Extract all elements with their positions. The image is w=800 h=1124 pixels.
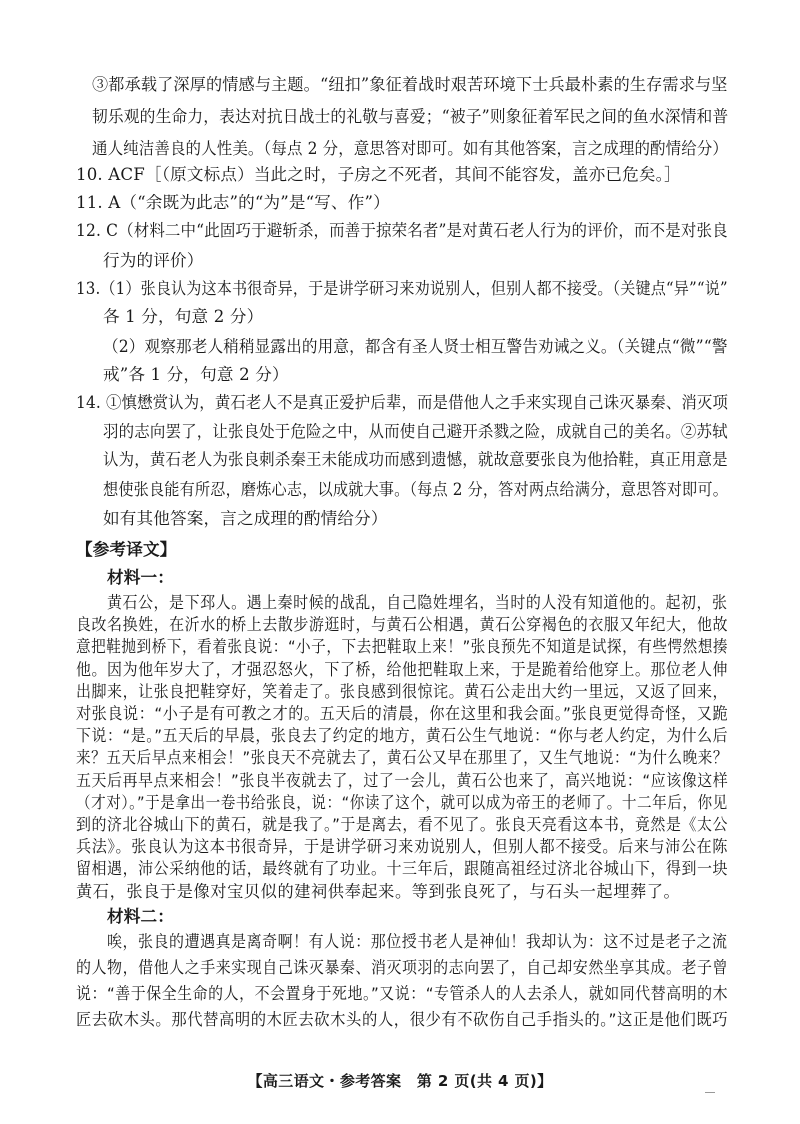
material1-line: 留相遇，沛公采纳他的话，最终就有了功业。十三年后，跟随高祖经过济北谷城山下，得到一块 xyxy=(76,859,729,879)
material2-line: 唉，张良的遭遇真是离奇啊！有人说：那位授书老人是神仙！我却认为：这不过是老子之流 xyxy=(107,931,728,951)
material1-line: （才对）。”于是拿出一卷书给张良，说：“你读了这个，就可以成为帝王的老师了。十二年后，你见 xyxy=(76,792,728,812)
answer-line: 如有其他答案，言之成理的酌情给分） xyxy=(103,509,388,528)
material1-line: 良改名换姓，在沂水的桥上去散步游逛时，与黄石公相遇，黄石公穿褐色的衣服又年纪大，他故 xyxy=(76,615,729,635)
material1-line: 到的济北谷城山下的黄石，就是我了。”于是离去，看不见了。张良天亮看这本书，竟然是《太公 xyxy=(76,815,728,834)
answer-line: 想使张良能有所忍，磨炼心志，以成就大事。（每点 2 分，答对两点给满分，意思答对即可。 xyxy=(103,480,729,499)
material1-line: 来？五天后早点来相会！”张良天不亮就去了，黄石公又早在那里了，又生气地说：“为什么晚来？ xyxy=(76,748,729,768)
translation-header: 【参考译文】 xyxy=(76,539,177,559)
material1-line: 对张良说：“小子是有可教之才的。五天后的清晨，你在这里和我会面。”张良更觉得奇怪，又跪 xyxy=(76,704,729,723)
material1-line: 黄石，张良于是像对宝贝似的建祠供奉起来。等到张良死了，与石头一起埋葬了。 xyxy=(76,881,681,901)
answer-line: 戒”各 1 分，句意 2 分） xyxy=(103,365,289,384)
material2-line: 的人物，借他人之手来实现自己诛灭暴秦、消灭项羽的志向罢了，自己却安然坐享其成。老子曾 xyxy=(76,957,729,977)
page-footer: 【高三语文・参考答案 第 2 页(共 4 页)】 xyxy=(247,1072,553,1090)
material1-title: 材料一： xyxy=(107,567,174,587)
answer-14: 14. ①慎懋赏认为，黄石老人不是真正爱护后辈，而是借他人之手来实现自己诛灭暴秦、消灭项 xyxy=(76,393,729,412)
answer-line: ③都承载了深厚的情感与主题。“纽扣”象征着战时艰苦环境下士兵最朴素的生存需求与坚 xyxy=(92,75,728,94)
answer-line: 韧乐观的生命力，表达对抗日战士的礼敬与喜爱；“被子”则象征着军民之间的鱼水深情和普 xyxy=(92,107,729,126)
material1-line: 五天后再早点来相会！”张良半夜就去了，过了一会儿，黄石公也来了，高兴地说：“应该像这样 xyxy=(76,770,729,790)
answer-line: （2）观察那老人稍稍显露出的用意，都含有圣人贤士相互警告劝诫之义。（关键点“微”“警 xyxy=(103,337,728,356)
answer-line: 羽的志向罢了，让张良处于危险之中，从而使自己避开杀戮之险，成就自己的美名。②苏轼 xyxy=(103,422,728,441)
scan-mark xyxy=(705,1092,715,1093)
material1-line: 下说：“是。”五天后的早晨，张良去了约定的地方，黄石公生气地说：“你与老人约定，为什么后 xyxy=(76,726,729,746)
answer-line: 各 1 分，句意 2 分） xyxy=(103,307,264,326)
material2-line: 说：“善于保全生命的人，不会置身于死地。”又说：“专管杀人的人去杀人，就如同代替高明的木 xyxy=(76,983,729,1003)
material2-title: 材料二： xyxy=(107,905,174,926)
answer-11: 11. A（“余既为此志”的“为”是“写、作”） xyxy=(76,193,390,212)
material1-line: 出脚来，让张良把鞋穿好，笑着走了。张良感到很惊诧。黄石公走出大约一里远，又返了回来， xyxy=(76,681,729,701)
answer-line: 认为，黄石老人为张良刺杀秦王未能成功而感到遗憾，就故意要张良为他拾鞋，真正用意是 xyxy=(103,450,728,469)
answer-12: 12. C（材料二中“此固巧于避斩杀，而善于掠荣名者”是对黄石老人行为的评价，而不是对张良 xyxy=(76,221,728,240)
material1-line: 黄石公，是下邳人。遇上秦时候的战乱，自己隐姓埋名，当时的人没有知道他的。起初，张 xyxy=(107,593,728,612)
material2-line: 匠去砍木头。那代替高明的木匠去砍木头的人，很少有不砍伤自己手指头的。”这正是他们既巧 xyxy=(76,1009,729,1029)
material1-line: 意把鞋抛到桥下，看着张良说：“小子，下去把鞋取上来！”张良预先不知道是试探，有些愕然想揍 xyxy=(76,637,729,657)
material1-line: 兵法》。张良认为这本书很奇异，于是讲学研习来劝说别人，但别人都不接受。后来与沛公在陈 xyxy=(76,837,728,857)
answer-10: 10. ACF［（原文标点）当此之时，子房之不死者，其间不能容发，盖亦已危矣。］ xyxy=(76,165,681,184)
answer-line: 行为的评价） xyxy=(103,251,204,270)
answer-13: 13.（1）张良认为这本书很奇异，于是讲学研习来劝说别人，但别人都不接受。（关键点“异”“说” xyxy=(76,279,728,298)
material1-line: 他。因为他年岁大了，才强忍怒火，下了桥，给他把鞋取上来，于是跪着给他穿上。那位老人伸 xyxy=(76,659,729,679)
answer-line: 通人纯洁善良的人性美。（每点 2 分，意思答对即可。如有其他答案，言之成理的酌情给分） xyxy=(92,139,729,158)
